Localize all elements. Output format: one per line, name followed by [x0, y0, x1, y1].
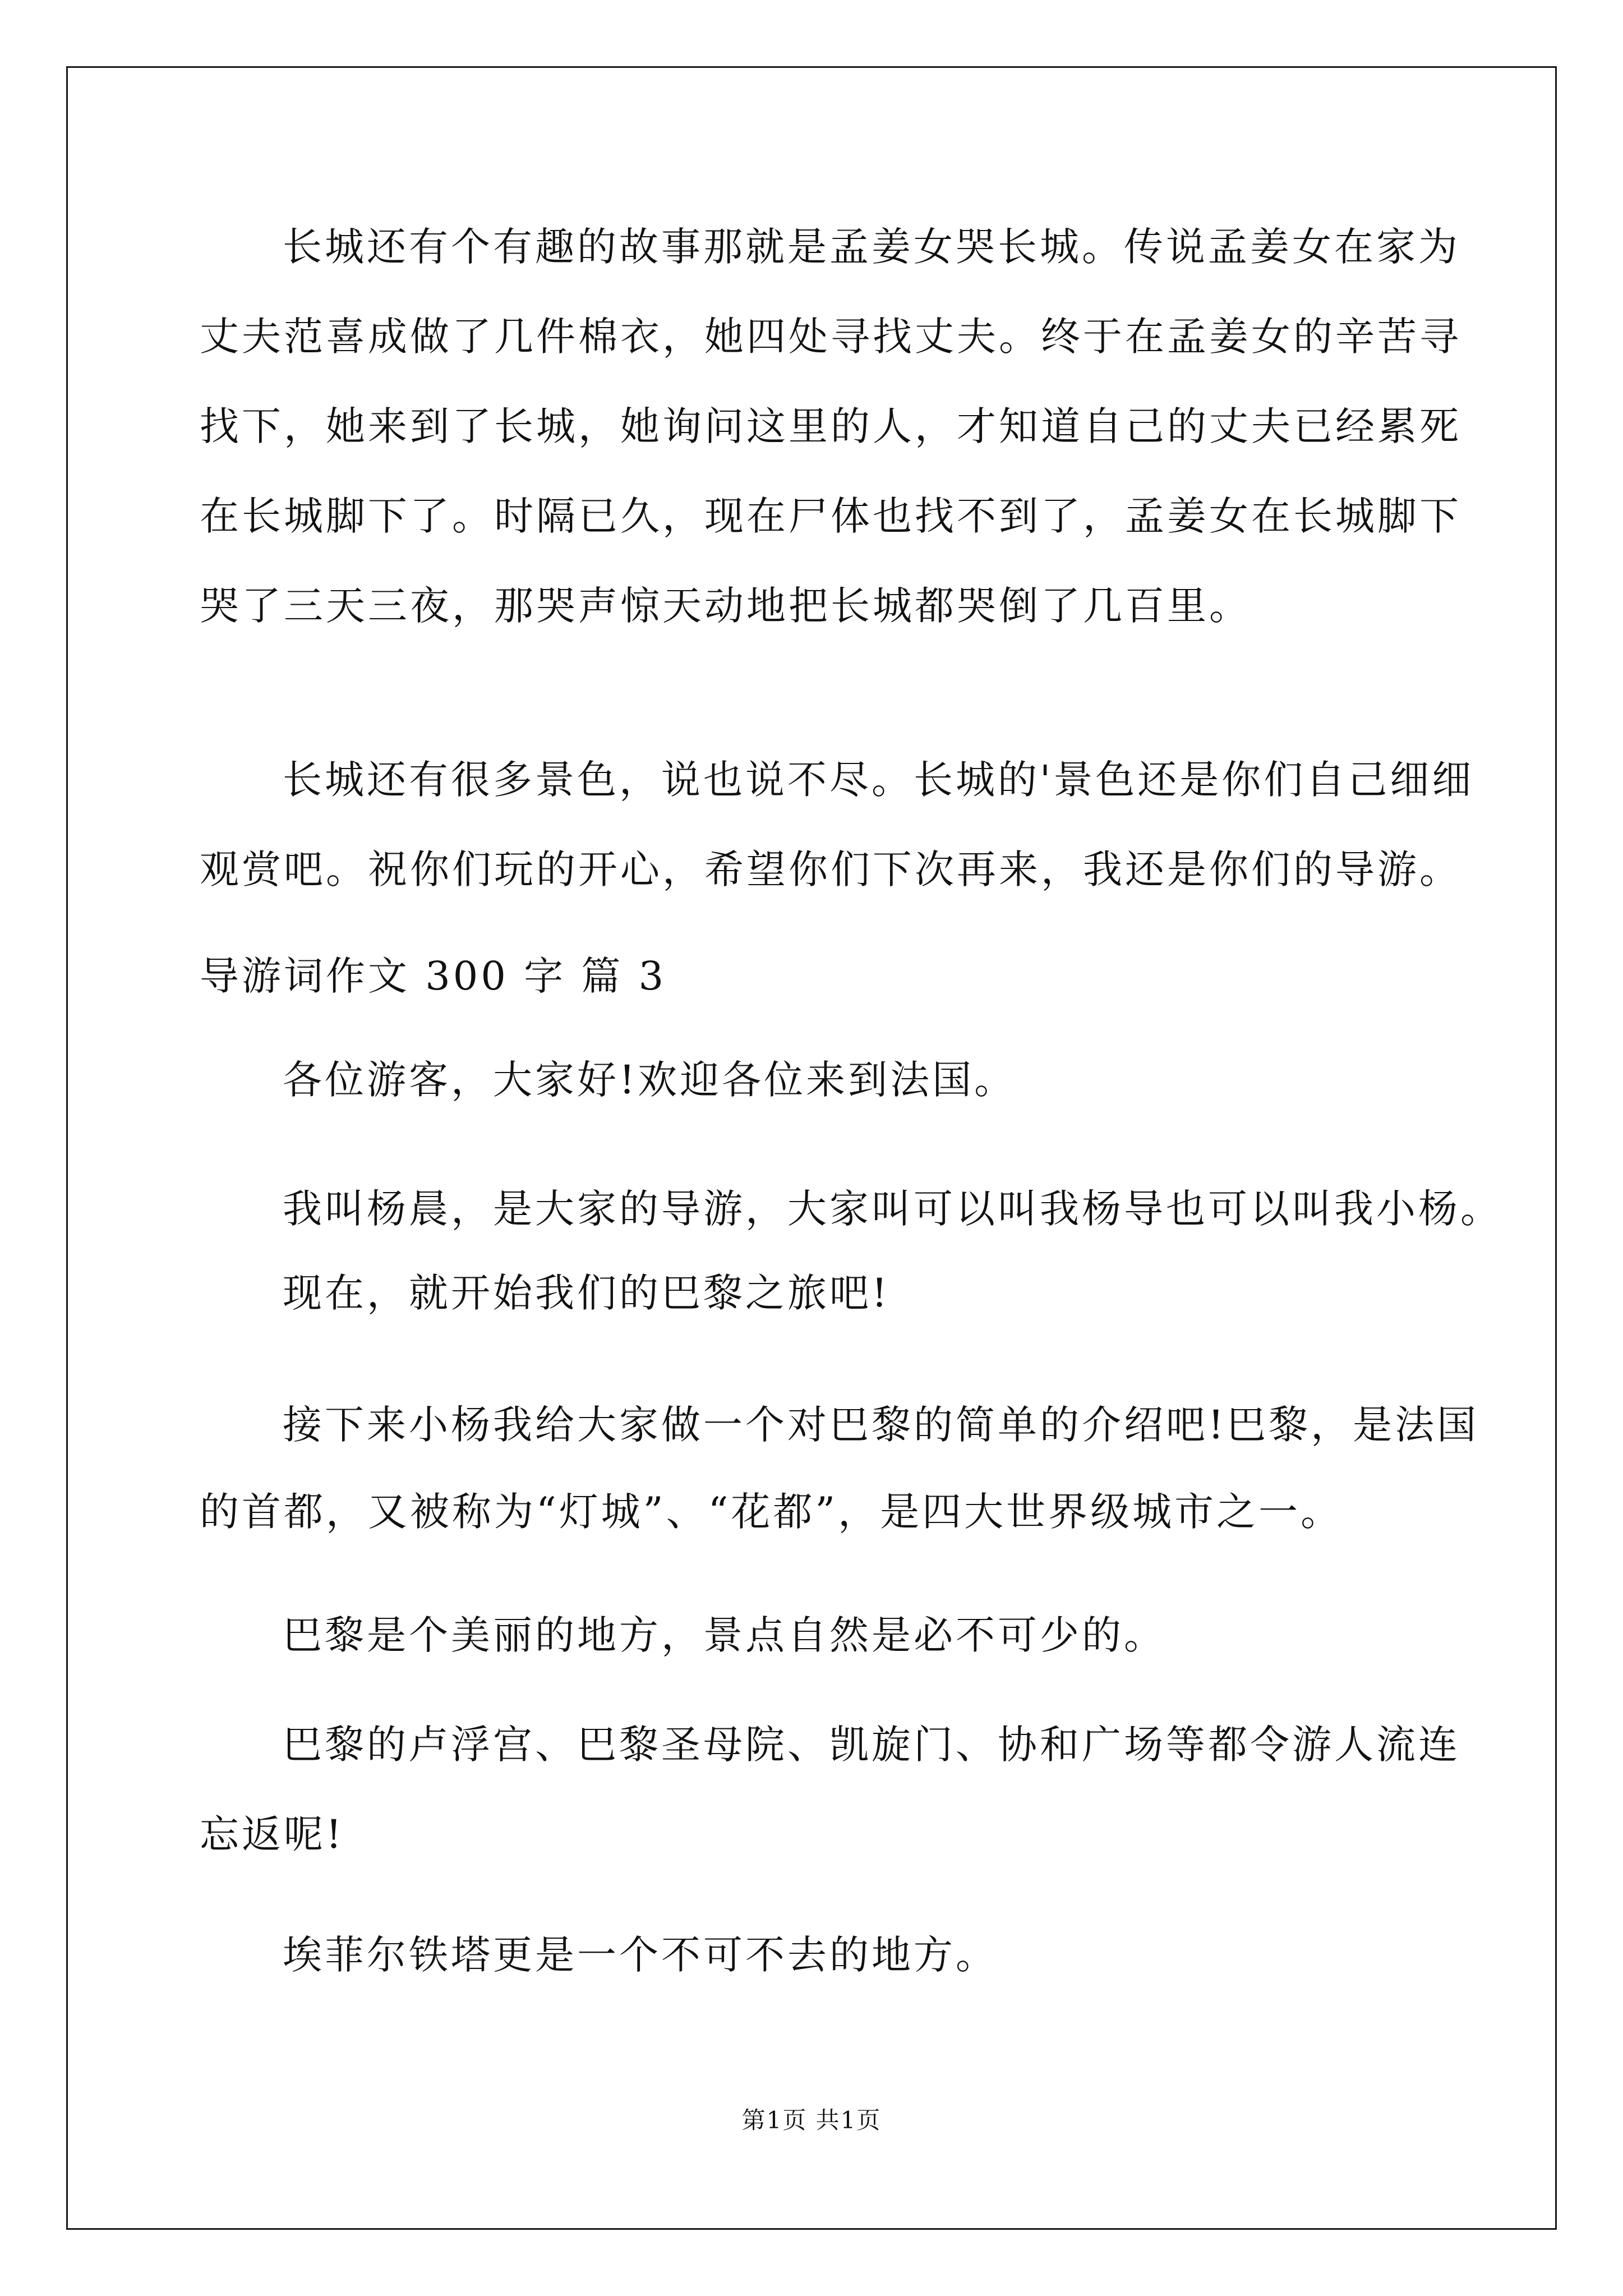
paragraph-line: 长城还有很多景色，说也说不尽。长城的'景色还是你们自己细细	[283, 757, 1474, 803]
paragraph-line: 的首都，又被称为“灯城”、“花都”，是四大世界级城市之一。	[200, 1489, 1343, 1535]
paragraph-line: 巴黎的卢浮宫、巴黎圣母院、凯旋门、协和广场等都令游人流连	[283, 1722, 1460, 1768]
paragraph-line: 各位游客，大家好!欢迎各位来到法国。	[283, 1057, 1017, 1103]
paragraph-line: 长城还有个有趣的故事那就是孟姜女哭长城。传说孟姜女在家为	[283, 224, 1460, 270]
paragraph-line: 埃菲尔铁塔更是一个不可不去的地方。	[283, 1932, 998, 1978]
page-border	[66, 66, 1557, 2230]
paragraph-line: 接下来小杨我给大家做一个对巴黎的简单的介绍吧!巴黎，是法国	[283, 1402, 1479, 1448]
page-number-footer: 第1页 共1页	[741, 2106, 882, 2134]
section-heading: 导游词作文 300 字 篇 3	[200, 953, 667, 999]
paragraph-line: 丈夫范喜成做了几件棉衣，她四处寻找丈夫。终于在孟姜女的辛苦寻	[200, 314, 1461, 360]
paragraph-line: 找下，她来到了长城，她询问这里的人，才知道自己的丈夫已经累死	[200, 403, 1461, 449]
paragraph-line: 在长城脚下了。时隔已久，现在尸体也找不到了，孟姜女在长城脚下	[200, 493, 1461, 539]
paragraph-line: 哭了三天三夜，那哭声惊天动地把长城都哭倒了几百里。	[200, 583, 1251, 629]
paragraph-line: 我叫杨晨，是大家的导游，大家叫可以叫我杨导也可以叫我小杨。	[283, 1186, 1502, 1232]
paragraph-line: 观赏吧。祝你们玩的开心，希望你们下次再来，我还是你们的导游。	[200, 846, 1461, 892]
paragraph-line: 忘返呢!	[200, 1811, 345, 1857]
paragraph-line: 巴黎是个美丽的地方，景点自然是必不可少的。	[283, 1612, 1166, 1658]
paragraph-line: 现在，就开始我们的巴黎之旅吧!	[283, 1270, 891, 1316]
